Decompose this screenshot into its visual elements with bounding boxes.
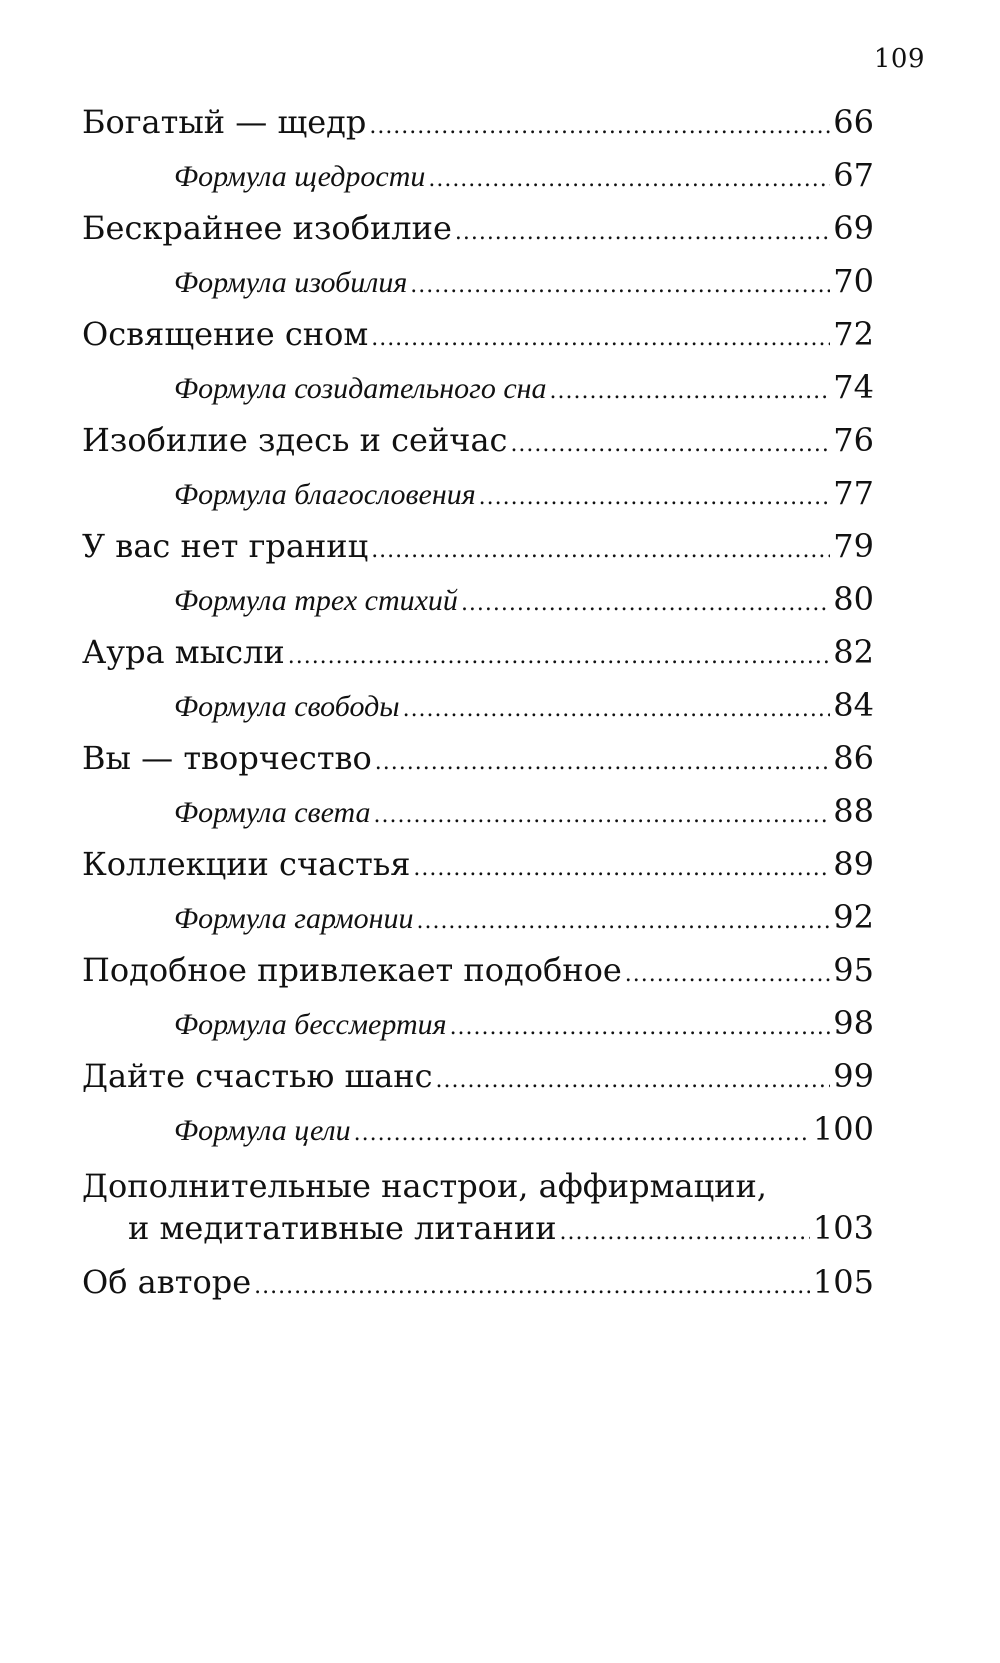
toc-subentry <box>82 891 874 944</box>
toc-entry-title: Бескрайнее изобилие <box>82 209 452 247</box>
dot-leader <box>369 100 830 153</box>
toc-subentry-title: Формула благословения <box>174 478 476 511</box>
toc-entry <box>82 732 874 785</box>
toc-entry <box>82 1050 874 1103</box>
toc-entry-multiline <box>82 1166 874 1250</box>
toc-entry-title: Вы — творчество <box>82 739 372 777</box>
toc-subentry-page: 92 <box>833 898 874 936</box>
toc-subentry <box>82 149 874 202</box>
toc-entry-page: 76 <box>833 421 874 459</box>
toc-entry-title: Об авторе <box>82 1263 252 1301</box>
toc-subentry-title: Формула бессмертия <box>174 1008 447 1041</box>
toc-entry-page: 79 <box>833 527 874 565</box>
toc-entry-page: 95 <box>833 951 874 989</box>
toc-entry <box>82 202 874 255</box>
toc-subentry-title: Формула гармонии <box>174 902 414 935</box>
toc-subentry <box>82 997 874 1050</box>
toc-entry-title: Коллекции счастья <box>82 845 411 883</box>
dot-leader <box>375 736 830 789</box>
dot-leader <box>371 524 830 577</box>
toc-entry-page: 82 <box>833 633 874 671</box>
toc-subentry-page: 88 <box>833 792 874 830</box>
toc-subentry <box>82 679 874 732</box>
toc-entry-title-line1: Дополнительные настрои, аффирмации, <box>82 1167 767 1205</box>
toc-subentry <box>82 785 874 838</box>
dot-leader <box>288 630 831 683</box>
page-number: 109 <box>873 44 925 74</box>
toc-entry-title-line2: и медитативные литании <box>128 1209 557 1247</box>
toc-entry-title: Дайте счастью шанс <box>82 1057 433 1095</box>
toc-entry-page: 86 <box>833 739 874 777</box>
toc-entry-page: 103 <box>812 1209 874 1247</box>
toc-subentry-page: 67 <box>833 156 874 194</box>
dot-leader <box>560 1211 810 1255</box>
toc-subentry-title: Формула трех стихий <box>174 584 458 617</box>
toc-subentry-page: 70 <box>833 262 874 300</box>
toc-entry-page: 89 <box>833 845 874 883</box>
toc-subentry-page: 80 <box>833 580 874 618</box>
toc-subentry <box>82 255 874 308</box>
toc-entry-page: 66 <box>833 103 874 141</box>
dot-leader <box>455 206 830 259</box>
toc-entry-title: Подобное привлекает подобное <box>82 951 622 989</box>
dot-leader <box>254 1260 810 1313</box>
dot-leader <box>625 948 831 1001</box>
toc-entry <box>82 308 874 361</box>
toc-subentry-title: Формула изобилия <box>174 266 408 299</box>
toc-subentry-page: 98 <box>833 1004 874 1042</box>
toc-entry <box>82 414 874 467</box>
dot-leader <box>479 471 831 524</box>
dot-leader <box>354 1107 810 1160</box>
toc-entry-title: Богатый — щедр <box>82 103 367 141</box>
dot-leader <box>461 577 830 630</box>
toc-subentry-title: Формула щедрости <box>174 160 426 193</box>
toc-entry <box>82 944 874 997</box>
toc-subentry <box>82 573 874 626</box>
dot-leader <box>403 683 831 736</box>
toc-entry-page: 72 <box>833 315 874 353</box>
toc-entry-page: 69 <box>833 209 874 247</box>
toc-subentry-title: Формула созидательного сна <box>174 372 547 405</box>
toc-entry <box>82 838 874 891</box>
toc-subentry-page: 74 <box>833 368 874 406</box>
dot-leader <box>416 895 830 948</box>
toc-entry <box>82 626 874 679</box>
toc-subentry-page: 100 <box>812 1110 874 1148</box>
dot-leader <box>550 365 831 418</box>
toc-entry-title: Изобилие здесь и сейчас <box>82 421 508 459</box>
toc-entry-line2 <box>82 1206 874 1250</box>
dot-leader <box>410 259 830 312</box>
dot-leader <box>450 1001 831 1054</box>
dot-leader <box>510 418 830 471</box>
toc-entry-title: У вас нет границ <box>82 527 369 565</box>
dot-leader <box>371 312 830 365</box>
toc-subentry <box>82 361 874 414</box>
toc-entry-title: Аура мысли <box>82 633 285 671</box>
dot-leader <box>413 842 830 895</box>
table-of-contents <box>82 96 874 1309</box>
dot-leader <box>428 153 830 206</box>
toc-entry <box>82 520 874 573</box>
toc-subentry-title: Формула света <box>174 796 371 829</box>
toc-entry-page: 99 <box>833 1057 874 1095</box>
toc-subentry-page: 84 <box>833 686 874 724</box>
toc-subentry-title: Формула цели <box>174 1114 351 1147</box>
toc-entry-title: Освящение сном <box>82 315 369 353</box>
dot-leader <box>374 789 831 842</box>
toc-entry <box>82 1256 874 1309</box>
dot-leader <box>436 1054 831 1107</box>
toc-subentry <box>82 467 874 520</box>
toc-entry <box>82 96 874 149</box>
toc-subentry-title: Формула свободы <box>174 690 400 723</box>
toc-entry-page: 105 <box>812 1263 874 1301</box>
toc-subentry <box>82 1103 874 1156</box>
toc-subentry-page: 77 <box>833 474 874 512</box>
